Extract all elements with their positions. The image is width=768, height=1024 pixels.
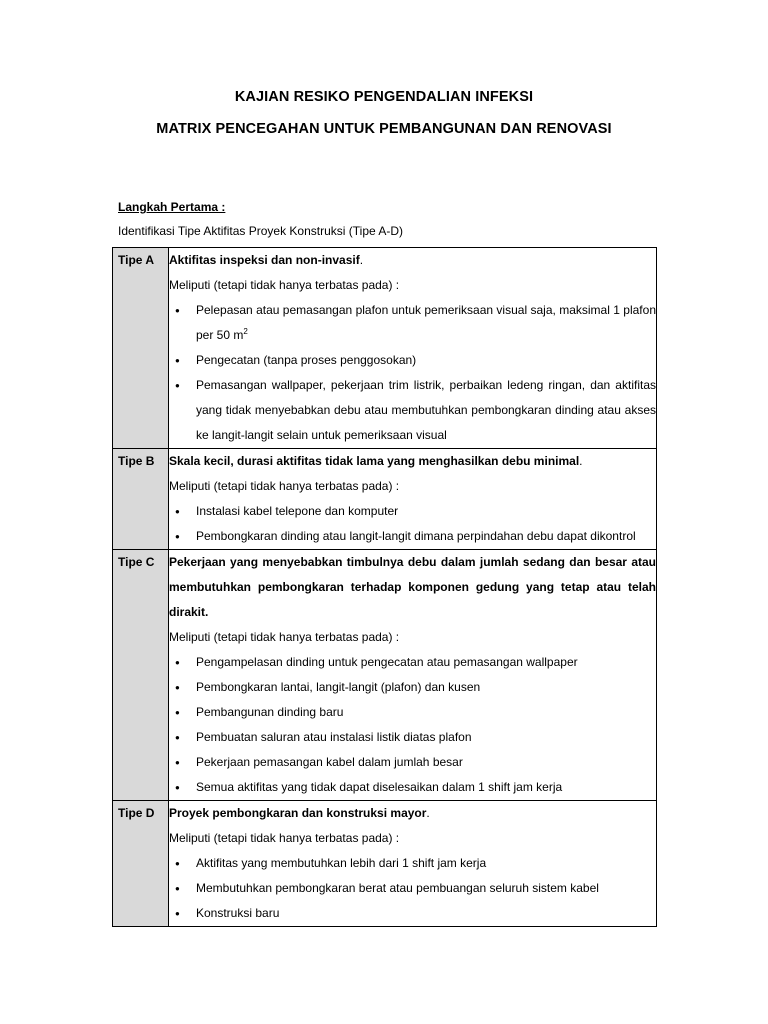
- includes-intro: Meliputi (tetapi tidak hanya terbatas pada) :: [169, 630, 400, 644]
- heading-period: .: [426, 806, 430, 820]
- table-row-tipe-a: [113, 248, 657, 449]
- item-list: [169, 499, 656, 549]
- type-cell: [113, 801, 169, 927]
- item-list: [169, 298, 656, 448]
- type-label: Tipe A: [118, 253, 155, 267]
- description-cell: [169, 248, 657, 449]
- includes-intro: Meliputi (tetapi tidak hanya terbatas pada) :: [169, 479, 400, 493]
- list-item: ● Pelepasan atau pemasangan plafon untuk pemeriksaan visual saja, maksimal 1 plafon per 50 $m^2$: [169, 298, 656, 348]
- type-heading: Aktifitas inspeksi dan non-invasif: [169, 253, 360, 267]
- list-item: ● Membutuhkan pembongkaran berat atau pembuangan seluruh sistem kabel: [169, 876, 656, 901]
- list-item: ● Pembongkaran dinding atau langit-langit dimana perpindahan debu dapat dikontrol: [169, 524, 656, 549]
- step-heading: Langkah Pertama :: [118, 200, 226, 214]
- description-cell: [169, 801, 657, 927]
- includes-intro: Meliputi (tetapi tidak hanya terbatas pada) :: [169, 278, 400, 292]
- heading-period: .: [359, 253, 364, 267]
- superscript: 2: [243, 327, 248, 336]
- list-item: ● Pekerjaan pemasangan kabel dalam jumlah besar: [169, 750, 656, 775]
- table-row-tipe-b: [113, 449, 657, 550]
- includes-intro: Meliputi (tetapi tidak hanya terbatas pada) :: [169, 831, 400, 845]
- document-subtitle: MATRIX PENCEGAHAN UNTUK PEMBANGUNAN DAN RENOVASI: [156, 121, 612, 137]
- item-list: [169, 851, 656, 926]
- activity-type-table: [112, 247, 657, 927]
- type-heading: Pekerjaan yang menyebabkan timbulnya debu dalam jumlah sedang dan besar atau membutuhkan pembongkaran terhadap komponen gedung yang tetap atau telah dirakit.: [169, 555, 656, 619]
- type-label: Tipe B: [118, 454, 155, 468]
- type-heading: Skala kecil, durasi aktifitas tidak lama yang menghasilkan debu minimal: [169, 454, 580, 468]
- list-item: ● Pembangunan dinding baru: [169, 700, 656, 725]
- description-cell: [169, 550, 657, 801]
- list-item: ● Konstruksi baru: [169, 901, 656, 926]
- table-row-tipe-c: [113, 550, 657, 801]
- list-item: ● Semua aktifitas yang tidak dapat diselesaikan dalam 1 shift jam kerja: [169, 775, 656, 800]
- step-description: Identifikasi Tipe Aktifitas Proyek Konstruksi (Tipe A-D): [118, 224, 403, 238]
- list-item: ● Pengampelasan dinding untuk pengecatan atau pemasangan wallpaper: [169, 650, 656, 675]
- list-item: ● Pengecatan (tanpa proses penggosokan): [169, 348, 656, 373]
- document-title: KAJIAN RESIKO PENGENDALIAN INFEKSI: [234, 89, 534, 105]
- table-row-tipe-d: [113, 801, 657, 927]
- type-cell: [113, 550, 169, 801]
- item-list: [169, 650, 656, 800]
- list-item: ● Instalasi kabel telepone dan komputer: [169, 499, 656, 524]
- type-cell: [113, 449, 169, 550]
- list-item: ● Pemasangan wallpaper, pekerjaan trim listrik, perbaikan ledeng ringan, dan aktifitas yang tidak menyebabkan debu atau membutuhkan pembongkaran dinding atau akses ke langit-langit selain untuk pemeriksaan visual: [169, 373, 656, 448]
- type-heading: Proyek pembongkaran dan konstruksi mayor: [169, 806, 427, 820]
- description-cell: [169, 449, 657, 550]
- list-item: ● Aktifitas yang membutuhkan lebih dari 1 shift jam kerja: [169, 851, 656, 876]
- type-label: Tipe D: [118, 806, 155, 820]
- type-cell: [113, 248, 169, 449]
- list-item: ● Pembuatan saluran atau instalasi listik diatas plafon: [169, 725, 656, 750]
- list-item: ● Pembongkaran lantai, langit-langit (plafon) dan kusen: [169, 675, 656, 700]
- type-label: Tipe C: [118, 555, 155, 569]
- heading-period: .: [579, 454, 583, 468]
